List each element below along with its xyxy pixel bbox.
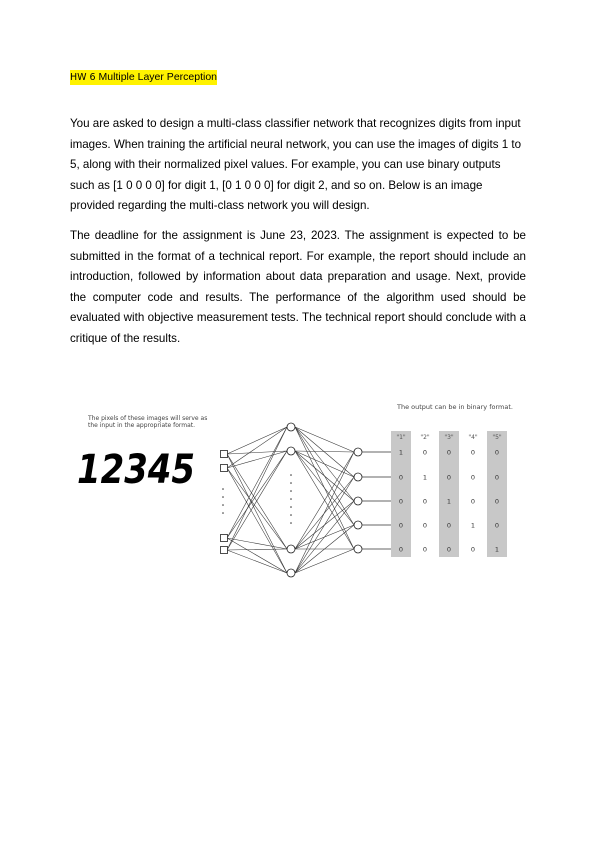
output-node [354,448,362,456]
output-cell: 1 [470,521,476,530]
connection-line [227,427,287,538]
column-header: "1" [396,434,406,441]
ellipsis-dot [290,514,292,516]
output-cell: 0 [398,545,404,554]
connection-line [295,451,354,501]
input-node [221,451,228,458]
connection-line [227,550,287,573]
hidden-node [287,545,295,553]
output-node [354,545,362,553]
ellipsis-dot [222,504,224,506]
hidden-node [287,569,295,577]
output-cell: 0 [398,497,404,506]
hidden-node [287,423,295,431]
ellipsis-dot [290,474,292,476]
output-cell: 1 [422,473,428,482]
output-cell: 0 [446,521,452,530]
output-cell: 0 [470,497,476,506]
connection-line [227,549,287,550]
assignment-title [70,70,217,85]
output-cell: 1 [494,545,500,554]
connection-line [227,451,287,538]
output-cell: 0 [494,497,500,506]
output-caption: The output can be in binary format. [397,403,513,411]
input-node [221,465,228,472]
output-cell: 0 [494,521,500,530]
input-caption-line1: The pixels of these images will serve as [88,415,208,422]
title-prefix: HW 6 [70,72,96,83]
connection-line [295,549,354,573]
input-node [221,547,228,554]
output-cell: 0 [494,448,500,457]
output-cell: 0 [446,448,452,457]
connection-line [227,427,287,454]
connection-line [227,427,287,550]
output-cell: 0 [470,448,476,457]
connection-line [295,451,354,477]
output-cell: 1 [398,448,404,457]
network-layers [221,423,407,577]
input-node [221,535,228,542]
ellipsis-dot [290,482,292,484]
connection-line [295,452,354,573]
ellipsis-dot [222,512,224,514]
output-cell: 0 [422,545,428,554]
paragraph-deadline: The deadline for the assignment is June 23, 2023. The assignment is expected to be submitted in the format of a technical report. For example, the report should include an introduction, followed by information about data preparation and usage. Next, provide the computer code and results. The performance of the algorithm used should be evaluated with objective measurement tests. The technical report should conclude with a critique of the results. [70,229,526,345]
network-figure [70,395,526,585]
output-cell: 0 [422,521,428,530]
output-cell: 0 [422,448,428,457]
handwritten-digits: 12345 [77,447,195,493]
output-table [391,431,507,557]
output-cell: 0 [398,473,404,482]
ellipsis-dot [290,506,292,508]
output-cell: 0 [470,545,476,554]
column-header: "2" [420,434,430,441]
connection-line [227,427,287,468]
output-cell: 0 [398,521,404,530]
connection-line [295,501,354,573]
output-cell: 1 [446,497,452,506]
output-cell: 0 [470,473,476,482]
column-header: "5" [492,434,502,441]
output-cell: 0 [494,473,500,482]
hidden-node [287,447,295,455]
output-node [354,497,362,505]
ellipsis-dot [290,498,292,500]
ellipsis-dot [290,522,292,524]
connection-line [227,468,287,573]
connection-line [227,454,287,573]
input-caption-line2: the input in the appropriate format. [88,422,196,429]
output-node [354,521,362,529]
column-header: "4" [468,434,478,441]
column-header: "3" [444,434,454,441]
connection-line [227,468,287,549]
output-cell: 0 [422,497,428,506]
connection-line [295,477,354,573]
output-cell: 0 [446,545,452,554]
connection-line [295,427,354,452]
output-cell: 0 [446,473,452,482]
ellipsis-dot [222,488,224,490]
paragraph-intro: You are asked to design a multi-class classifier network that recognizes digits from input images. When training the artificial neural network, you can use the images of digits 1 to 5, along with their normalized pixel values. For example, you can use binary outputs such as [1 0 0 0 0] for digit 1, [0 1 0 0 0] for digit 2, and so on. Below is an image provided regarding the multi-class network you will design. [70,117,522,213]
ellipsis-dot [290,490,292,492]
mlp-diagram [70,395,526,585]
ellipsis-dot [222,496,224,498]
output-node [354,473,362,481]
title-text: Multiple Layer Perception [98,71,218,83]
